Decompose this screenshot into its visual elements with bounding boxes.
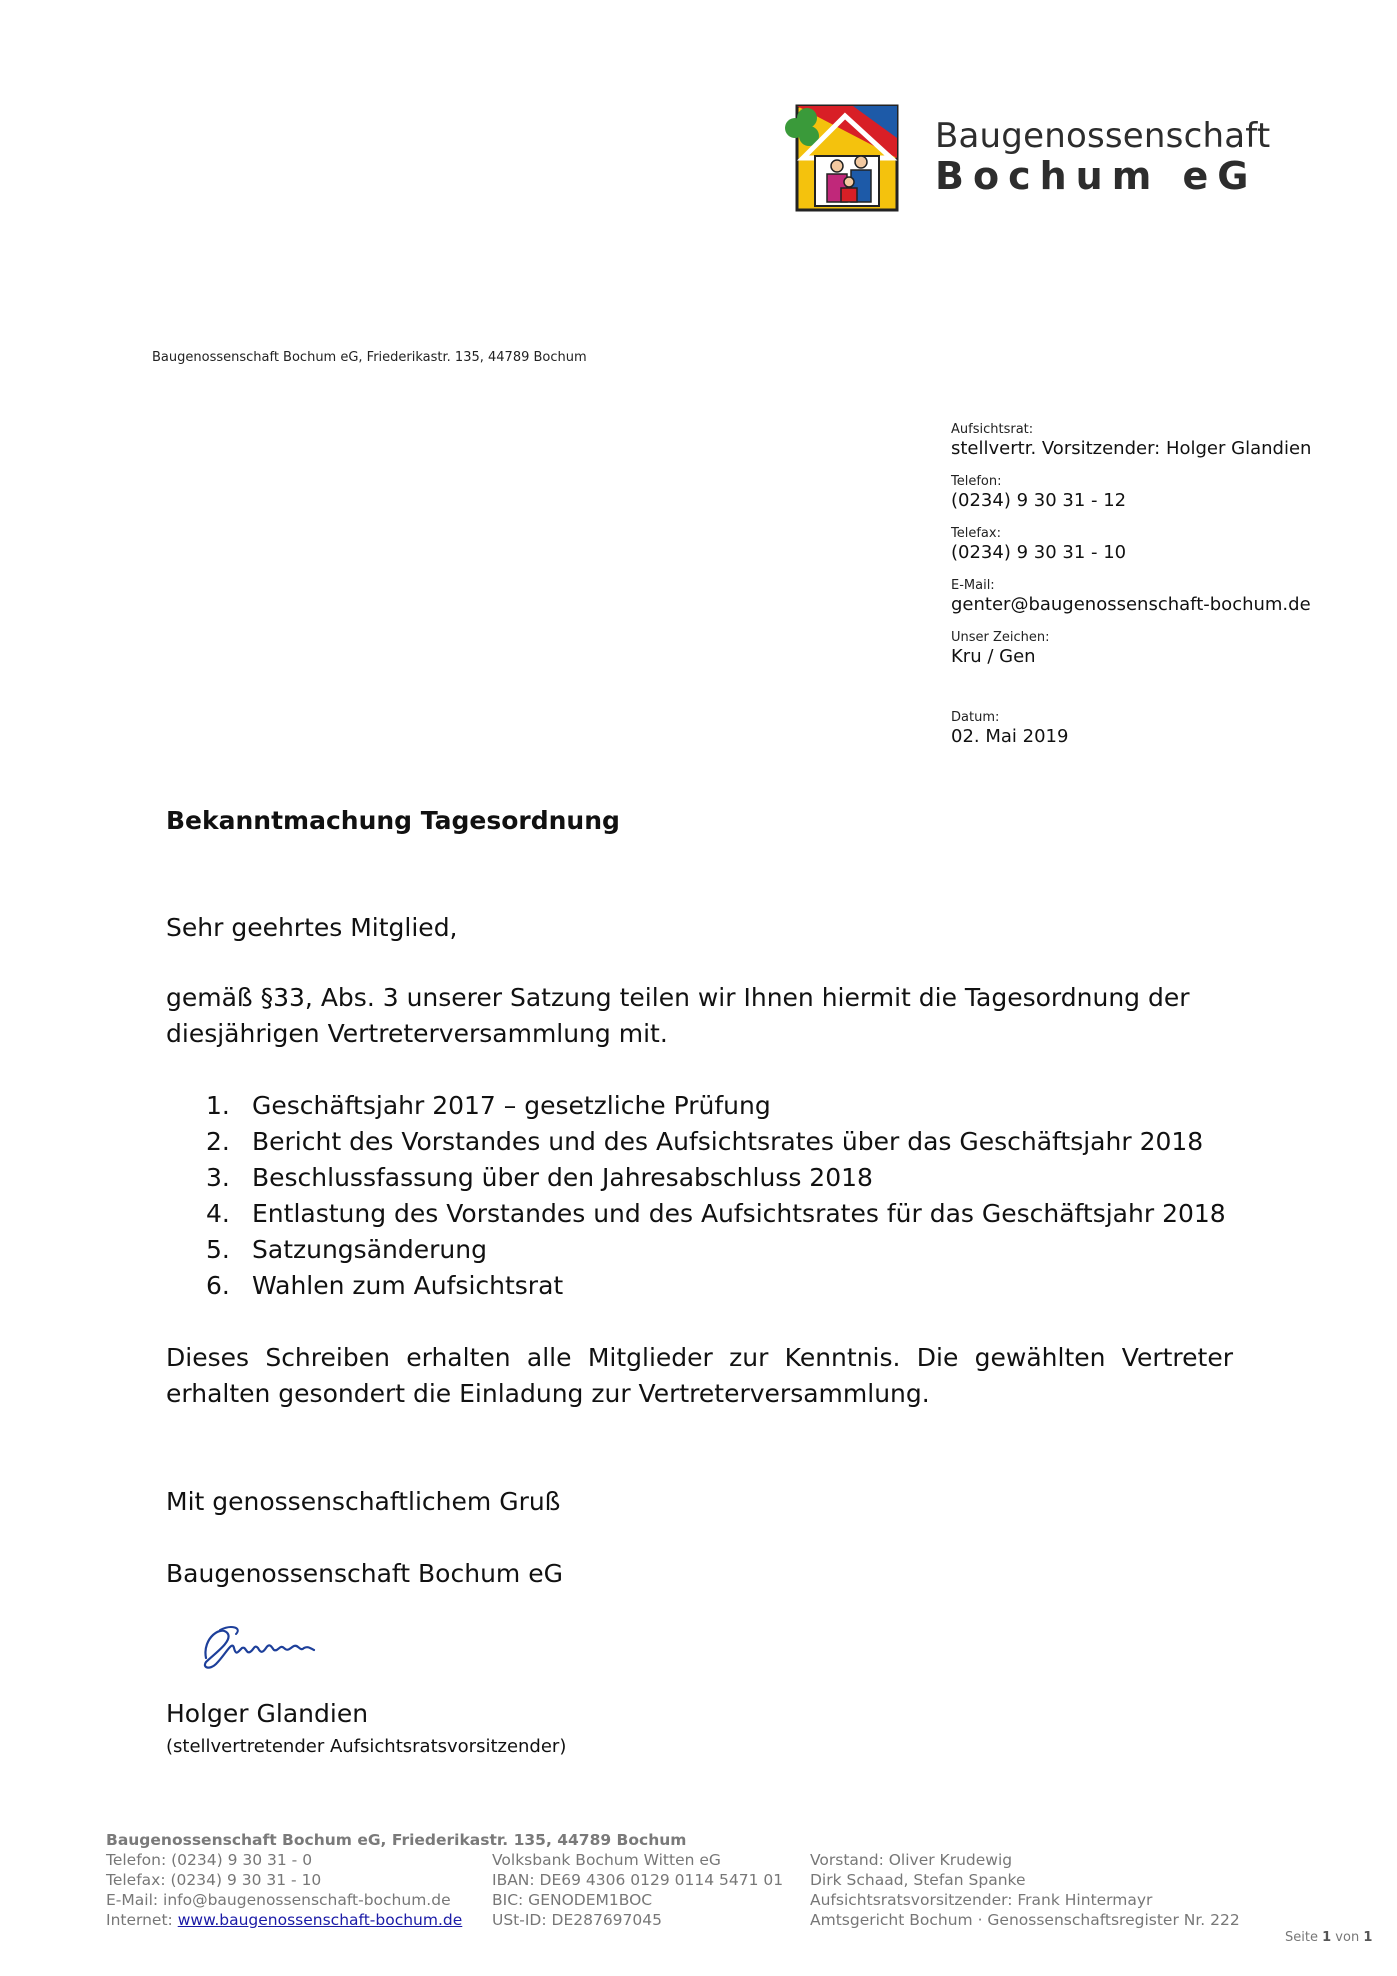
agenda-item [166, 1160, 1236, 1196]
company-logo [783, 98, 1271, 216]
agenda-item-number: 1. [206, 1091, 230, 1120]
signer-role: (stellvertretender Aufsichtsratsvorsitzender) [166, 1736, 567, 1757]
datum-label: Datum: [951, 710, 1000, 725]
intro-paragraph: gemäß §33, Abs. 3 unserer Satzung teilen wir Ihnen hiermit die Tagesordnung der diesjährigen Vertreterversammlung mit. [166, 983, 1190, 1048]
contact-info-block [951, 422, 1371, 762]
footer-ust: USt-ID: DE287697045 [492, 1911, 662, 1929]
agenda-item [166, 1124, 1236, 1160]
telefon-value: (0234) 9 30 31 - 12 [951, 490, 1127, 511]
footer-contact-column [106, 1850, 462, 1930]
footer-ar-vorsitz: Aufsichtsratsvorsitzender: Frank Hintermayr [810, 1891, 1153, 1909]
agenda-item-number: 5. [206, 1235, 230, 1264]
agenda-item-text: Geschäftsjahr 2017 – gesetzliche Prüfung [252, 1091, 771, 1120]
footer-title: Baugenossenschaft Bochum eG, Friederikastr. 135, 44789 Bochum [106, 1831, 687, 1849]
agenda-item-number: 2. [206, 1127, 230, 1156]
page-number [1285, 1930, 1372, 1945]
handwritten-signature-icon [192, 1618, 322, 1672]
letter-subject: Bekanntmachung Tagesordnung [166, 806, 620, 835]
agenda-item [166, 1232, 1236, 1268]
zeichen-value: Kru / Gen [951, 646, 1036, 667]
logo-text-line2: Bochum eG [935, 154, 1258, 198]
footer-telefax: Telefax: (0234) 9 30 31 - 10 [106, 1871, 322, 1889]
agenda-item [166, 1196, 1236, 1232]
footer-telefon: Telefon: (0234) 9 30 31 - 0 [106, 1851, 313, 1869]
company-name: Baugenossenschaft Bochum eG [166, 1559, 563, 1588]
footer-email: E-Mail: info@baugenossenschaft-bochum.de [106, 1891, 451, 1909]
aufsichtsrat-label: Aufsichtsrat: [951, 422, 1034, 437]
agenda-item [166, 1268, 1236, 1304]
agenda-item-text: Satzungsänderung [252, 1235, 487, 1264]
agenda-item-number: 6. [206, 1271, 230, 1300]
page-von-label: von [1335, 1930, 1360, 1945]
footer-register: Amtsgericht Bochum · Genossenschaftsregister Nr. 222 [810, 1911, 1240, 1929]
signer-name: Holger Glandien [166, 1699, 369, 1728]
page-current: 1 [1322, 1930, 1332, 1945]
agenda-item [166, 1088, 1236, 1124]
agenda-item-number: 4. [206, 1199, 230, 1228]
page-total: 1 [1363, 1930, 1373, 1945]
agenda-item-text: Bericht des Vorstandes und des Aufsichtsrates über das Geschäftsjahr 2018 [252, 1127, 1204, 1156]
footer-internet [106, 1910, 462, 1930]
closing-greeting: Mit genossenschaftlichem Gruß [166, 1487, 561, 1516]
footer-vorstand: Vorstand: Oliver Krudewig [810, 1851, 1013, 1869]
page-seite-label: Seite [1285, 1930, 1318, 1945]
footer-board-column [810, 1850, 1240, 1930]
aufsichtsrat-value: stellvertr. Vorsitzender: Holger Glandien [951, 438, 1312, 459]
agenda-item-text: Wahlen zum Aufsichtsrat [252, 1271, 564, 1300]
agenda-list [166, 1088, 1236, 1304]
footer-bic: BIC: GENODEM1BOC [492, 1891, 653, 1909]
email-value: genter@baugenossenschaft-bochum.de [951, 594, 1311, 615]
house-family-logo-icon [783, 98, 901, 216]
footer-iban: IBAN: DE69 4306 0129 0114 5471 01 [492, 1871, 784, 1889]
datum-value: 02. Mai 2019 [951, 726, 1069, 747]
logo-text-line1: Baugenossenschaft [935, 116, 1271, 156]
agenda-item-text: Beschlussfassung über den Jahresabschluss 2018 [252, 1163, 873, 1192]
footer-website-link[interactable]: www.baugenossenschaft-bochum.de [177, 1911, 463, 1929]
notice-paragraph: Dieses Schreiben erhalten alle Mitglieder zur Kenntnis. Die gewählten Vertreter erhalten gesondert die Einladung zur Vertreterversammlung. [166, 1343, 1233, 1408]
telefax-label: Telefax: [951, 526, 1001, 541]
info-spacer [951, 682, 1371, 710]
footer-bank: Volksbank Bochum Witten eG [492, 1851, 721, 1869]
salutation: Sehr geehrtes Mitglied, [166, 913, 458, 942]
agenda-item-text: Entlastung des Vorstandes und des Aufsichtsrates für das Geschäftsjahr 2018 [252, 1199, 1226, 1228]
footer-vorstand2: Dirk Schaad, Stefan Spanke [810, 1871, 1026, 1889]
zeichen-label: Unser Zeichen: [951, 630, 1050, 645]
telefax-value: (0234) 9 30 31 - 10 [951, 542, 1127, 563]
footer-internet-label: Internet: [106, 1911, 173, 1929]
sender-address-line: Baugenossenschaft Bochum eG, Friederikastr. 135, 44789 Bochum [152, 350, 587, 365]
telefon-label: Telefon: [951, 474, 1002, 489]
agenda-item-number: 3. [206, 1163, 230, 1192]
footer-bank-column [492, 1850, 783, 1930]
email-label: E-Mail: [951, 578, 995, 593]
